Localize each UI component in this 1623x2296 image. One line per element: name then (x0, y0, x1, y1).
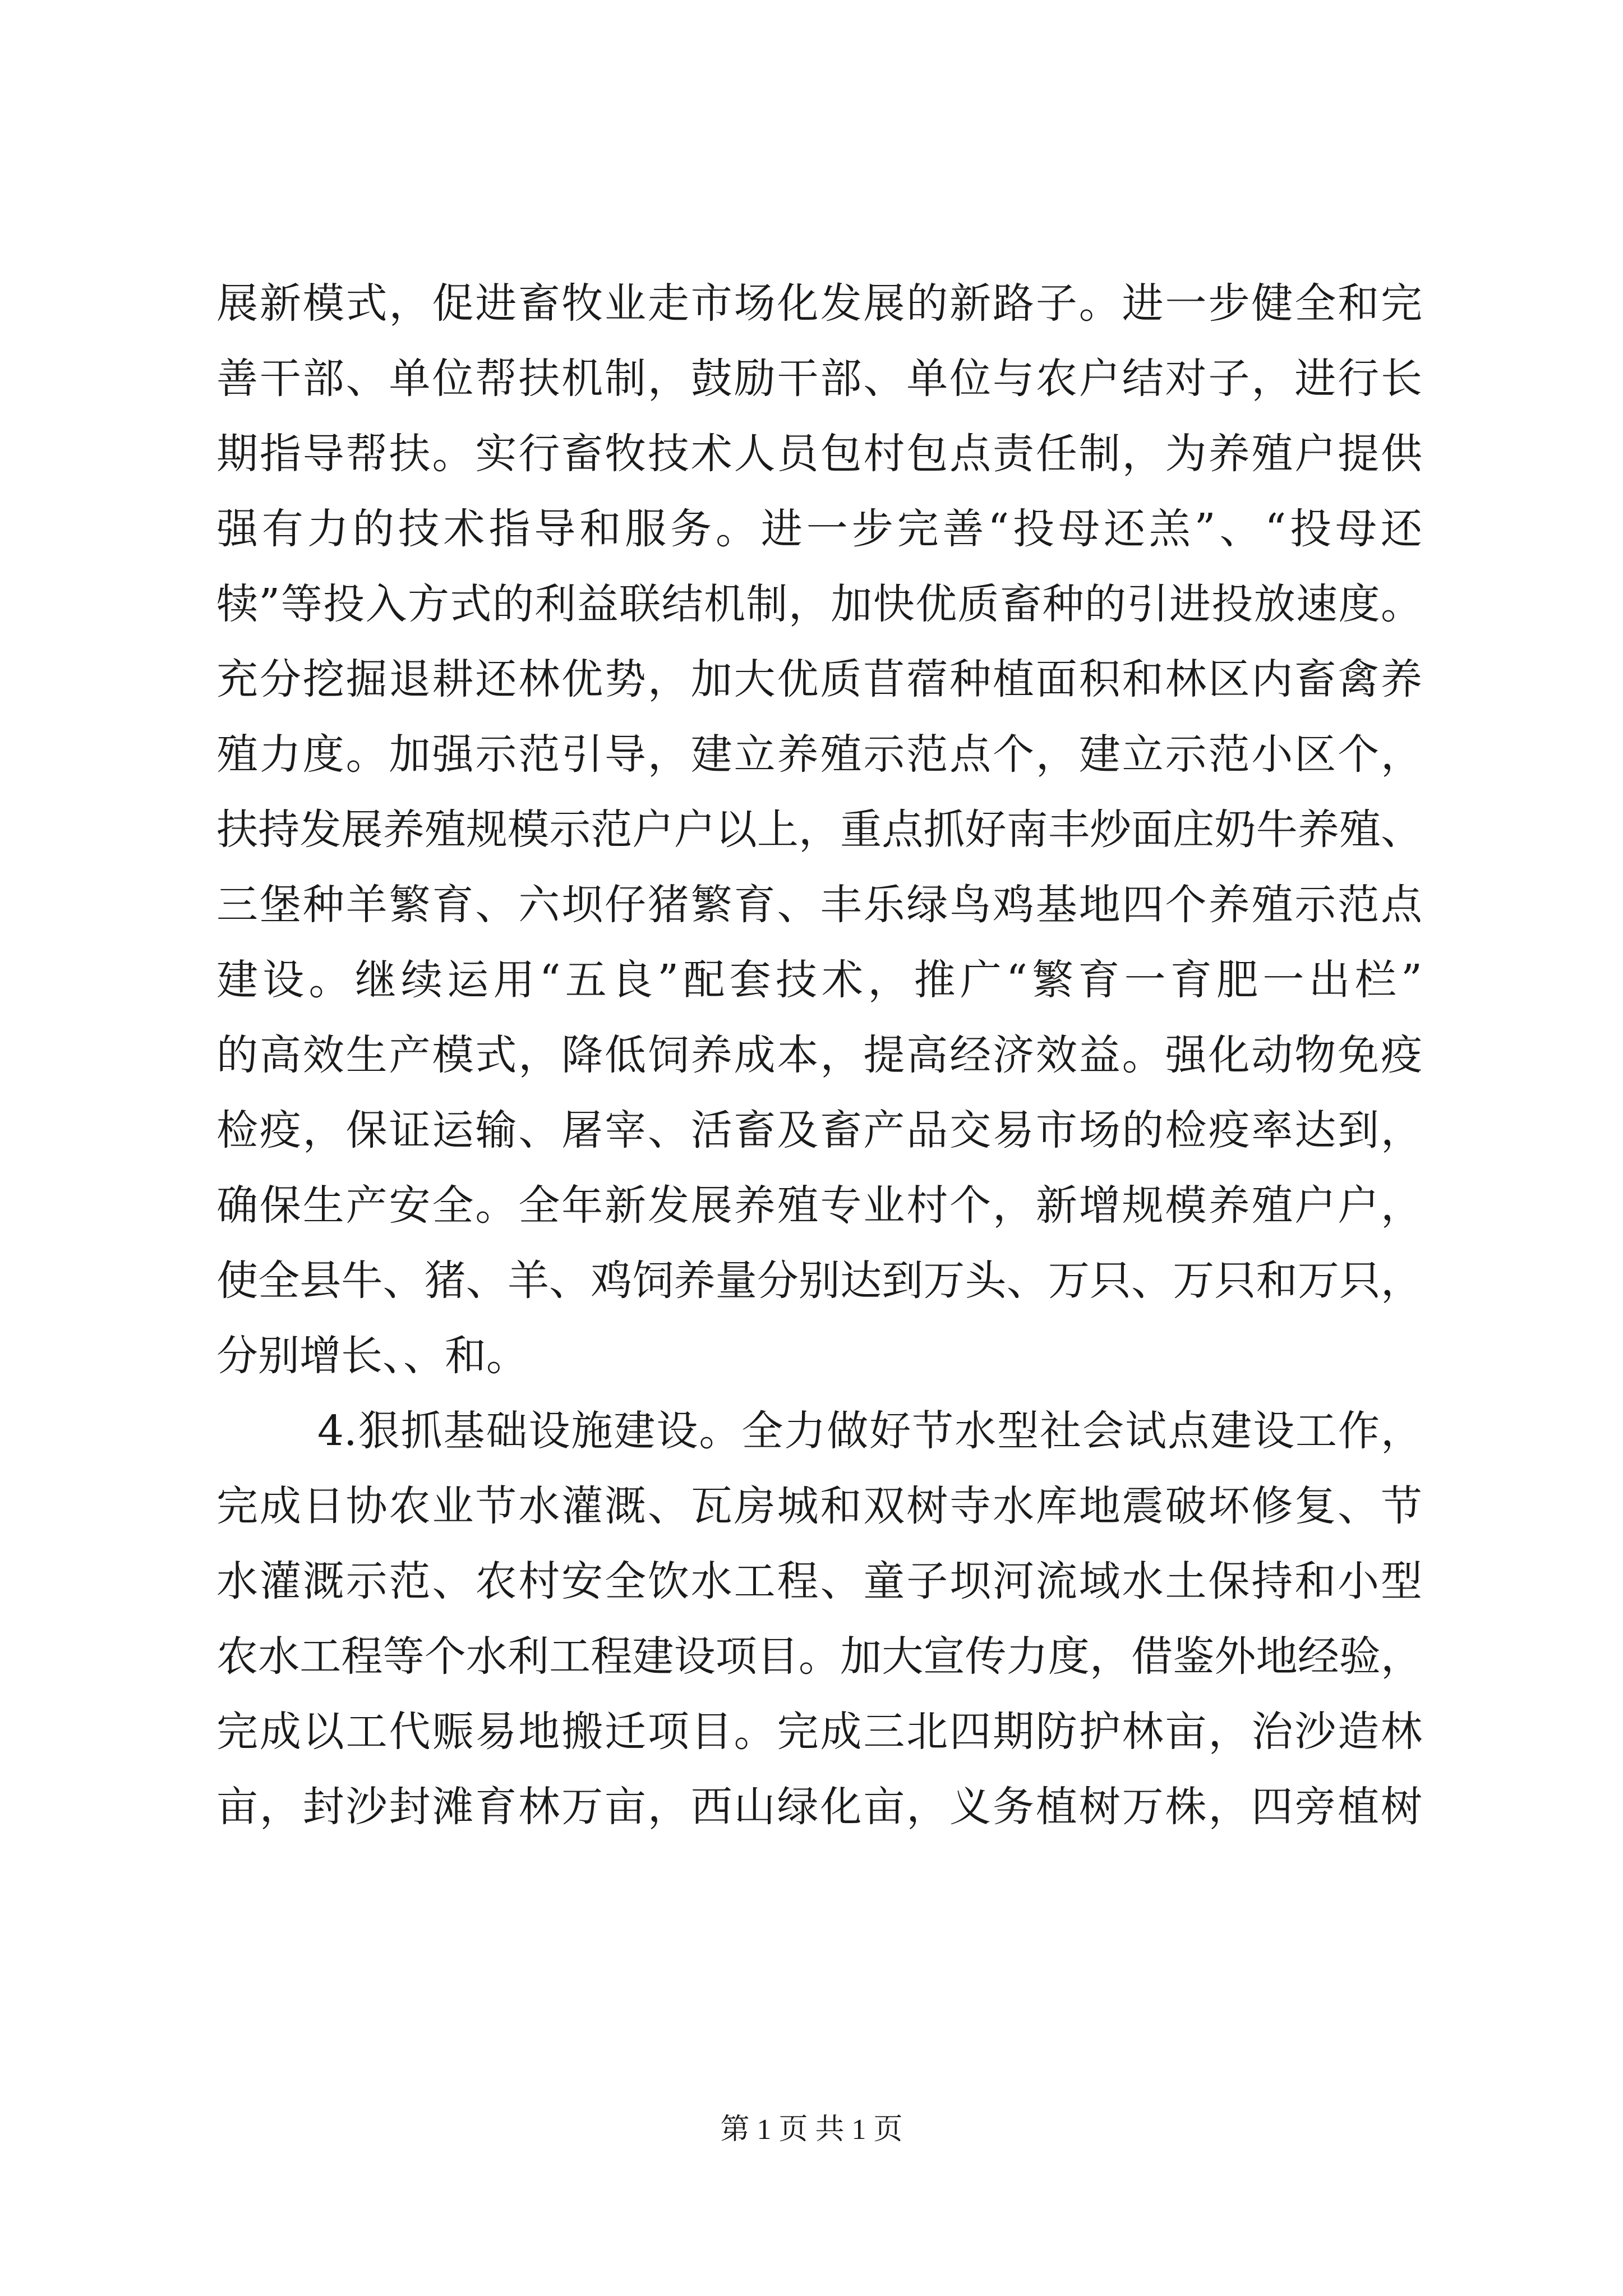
text-line: 4.狠抓基础设施建设。全力做好节水型社会试点建设工作， (317, 1407, 1422, 1455)
text-line: 使全县牛、猪、羊、鸡饲养量分别达到万头、万只、万只和万只， (216, 1257, 1422, 1305)
text-line: 确保生产安全。全年新发展养殖专业村个，新增规模养殖户户， (216, 1181, 1422, 1230)
text-line: 三堡种羊繁育、六坝仔猪繁育、丰乐绿鸟鸡基地四个养殖示范点 (216, 881, 1422, 929)
text-line: 完成以工代赈易地搬迁项目。完成三北四期防护林亩，治沙造林 (216, 1708, 1422, 1756)
text-line: 农水工程等个水利工程建设项目。加大宣传力度，借鉴外地经验， (216, 1632, 1422, 1681)
paragraph-2 (216, 1393, 1422, 1844)
text-line: 水灌溉示范、农村安全饮水工程、童子坝河流域水土保持和小型 (216, 1557, 1422, 1605)
text-line: 分别增长、、和。 (216, 1332, 528, 1380)
text-line: 展新模式，促进畜牧业走市场化发展的新路子。进一步健全和完 (216, 279, 1422, 328)
text-line: 殖力度。加强示范引导，建立养殖示范点个，建立示范小区个， (216, 730, 1422, 779)
text-line: 强有力的技术指导和服务。进一步完善“投母还羔”、“投母还 (216, 505, 1422, 553)
text-line: 犊”等投入方式的利益联结机制，加快优质畜种的引进投放速度。 (216, 580, 1422, 628)
page-footer: 第 1 页 共 1 页 (720, 2114, 903, 2146)
text-line: 检疫，保证运输、屠宰、活畜及畜产品交易市场的检疫率达到， (216, 1106, 1422, 1154)
paragraph-1 (216, 266, 1422, 1393)
text-line: 充分挖掘退耕还林优势，加大优质苜蓿种植面积和林区内畜禽养 (216, 655, 1422, 703)
text-line: 建设。继续运用“五良”配套技术，推广“繁育一育肥一出栏” (216, 956, 1422, 1004)
text-line: 的高效生产模式，降低饲养成本，提高经济效益。强化动物免疫 (216, 1031, 1422, 1079)
text-line: 期指导帮扶。实行畜牧技术人员包村包点责任制，为养殖户提供 (216, 430, 1422, 478)
text-line: 完成日协农业节水灌溉、瓦房城和双树寺水库地震破坏修复、节 (216, 1482, 1422, 1530)
text-line: 亩，封沙封滩育林万亩，西山绿化亩，义务植树万株，四旁植树 (216, 1783, 1422, 1831)
document-body (216, 266, 1422, 1844)
text-line: 扶持发展养殖规模示范户户以上，重点抓好南丰炒面庄奶牛养殖、 (216, 806, 1422, 854)
text-line: 善干部、单位帮扶机制，鼓励干部、单位与农户结对子，进行长 (216, 355, 1422, 403)
